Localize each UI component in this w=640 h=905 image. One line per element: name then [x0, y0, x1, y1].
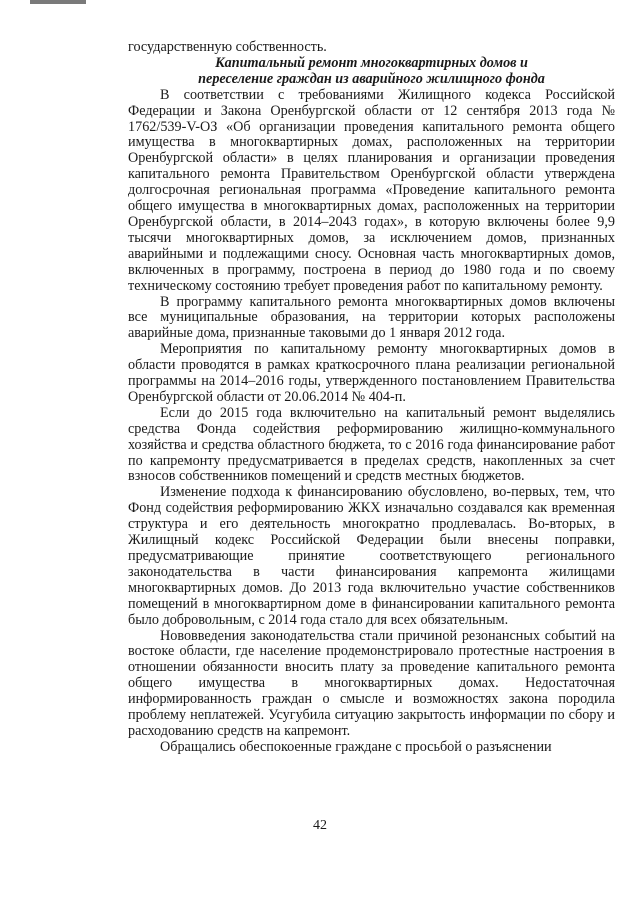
paragraph-5: Изменение подхода к финансированию обусловлено, во-первых, тем, что Фонд содействия реформированию ЖКХ изначально создавался как временная структура и его деятельность многократно продлевалась. Во-вторых, в Жилищный кодекс Российской Федерации были внесены поправки, предусматривающие принятие соответствующего регионального законодательства в части финансирования капремонта жилищами многоквартирных домов. До 2013 года включительно участие собственников помещений в многоквартирном доме в финансировании капитального ремонта было добровольным, с 2014 года стало для всех обязательным.	[128, 484, 615, 628]
paragraph-6: Нововведения законодательства стали причиной резонансных событий на востоке области, где население продемонстрировало протестные настроения в отношении обязанности вносить плату за проведение капитального ремонта общего имущества в многоквартирных домах. Недостаточная информированность граждан о смысле и возможностях закона породила проблему неплатежей. Усугубила ситуацию закрытость информации по сбору и расходованию средств на капремонт.	[128, 627, 615, 739]
page-number: 42	[313, 818, 327, 833]
paragraph-1: В соответствии с требованиями Жилищного кодекса Российской Федерации и Закона Оренбургской области от 12 сентября 2013 года № 1762/539-V-ОЗ «Об организации проведения капитального ремонта общего имущества в многоквартирных домах, расположенных на территории Оренбургской области» в целях планирования и организации проведения капитального ремонта Правительством Оренбургской области утверждена долгосрочная региональная программа «Проведение капитального ремонта общего имущества в многоквартирных домах, расположенных на территории Оренбургской области, в 2014–2043 годах», в которую включены более 9,9 тысячи многоквартирных домов, за исключением домов, признанных аварийными и подлежащими сносу. Основная часть многоквартирных домов, включенных в программу, построена в период до 1980 года и по своему техническому состоянию требует проведения работ по капитальному ремонту.	[128, 86, 615, 294]
scan-edge-mark	[30, 0, 86, 4]
document-page	[128, 40, 615, 756]
paragraph-2: В программу капитального ремонта многоквартирных домов включены все муниципальные образования, на территории которых расположены аварийные дома, признанные таковыми до 1 января 2012 года.	[128, 293, 615, 342]
paragraph-3: Мероприятия по капитальному ремонту многоквартирных домов в области проводятся в рамках краткосрочного плана реализации региональной программы на 2014–2016 годы, утвержденного постановлением Правительства Оренбургской области от 20.06.2014 № 404-п.	[128, 341, 615, 405]
lead-text-line: государственную собственность.	[128, 39, 327, 55]
section-heading-line-2: переселение граждан из аварийного жилищного фонда	[198, 70, 545, 87]
paragraph-4: Если до 2015 года включительно на капитальный ремонт выделялись средства Фонда содействия реформированию жилищно-коммунального хозяйства и средства областного бюджета, то с 2016 года финансирование работ по капремонту предусматривается в пределах средств, накопленных за счет взносов собственников помещений и средств местных бюджетов.	[128, 404, 615, 485]
section-heading-line-1: Капитальный ремонт многоквартирных домов и	[215, 54, 528, 71]
paragraph-7: Обращались обеспокоенные граждане с просьбой о разъяснении	[160, 738, 552, 755]
